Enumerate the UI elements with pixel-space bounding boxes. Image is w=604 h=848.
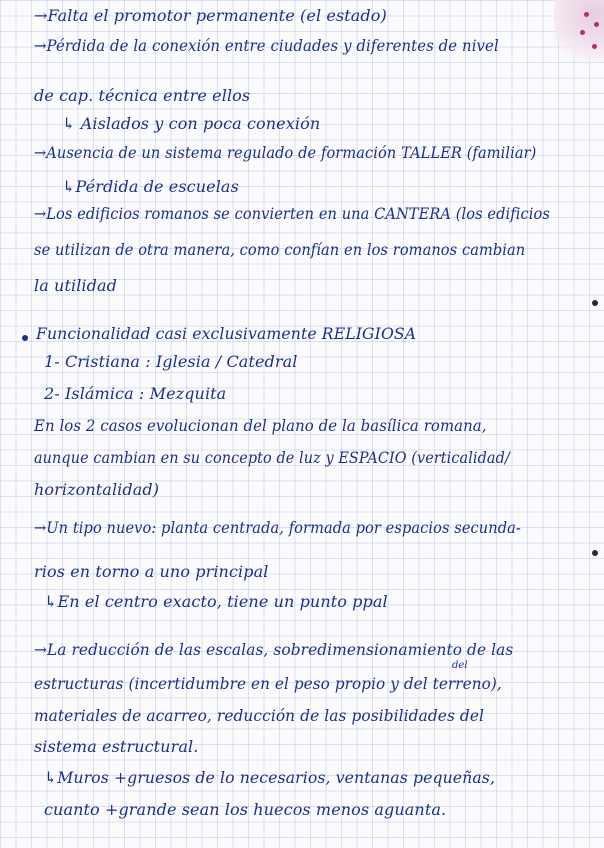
note-line: Funcionalidad casi exclusivamente RELIGIOSA: [36, 324, 417, 343]
note-line: →La reducción de las escalas, sobredimensionamiento de las: [34, 640, 514, 659]
note-line: de cap. técnica entre ellos: [34, 86, 251, 105]
note-line: ↳Pérdida de escuelas: [62, 177, 239, 196]
punch-hole: [592, 300, 598, 306]
note-line: la utilidad: [34, 276, 117, 295]
note-line: horizontalidad): [34, 480, 160, 499]
note-line: →Un tipo nuevo: planta centrada, formada por espacios secunda-: [34, 518, 521, 537]
corner-decoration: [554, 0, 604, 70]
note-line: ↳En el centro exacto, tiene un punto ppal: [44, 592, 388, 611]
note-line: En los 2 casos evolucionan del plano de la basílica romana,: [34, 416, 487, 435]
note-line: cuanto +grande sean los huecos menos aguanta.: [44, 800, 447, 819]
note-line: ↳ Aislados y con poca conexión: [62, 114, 321, 133]
bullet-point: [22, 335, 28, 341]
note-line: →Los edificios romanos se convierten en una CANTERA (los edificios: [34, 204, 550, 223]
note-line: estructuras (incertidumbre en el peso propio y del terreno),: [34, 674, 502, 693]
note-line: 1- Cristiana : Iglesia / Catedral: [44, 352, 298, 371]
note-line: se utilizan de otra manera, como confían en los romanos cambian: [34, 240, 526, 259]
note-line: sistema estructural.: [34, 737, 199, 756]
note-line: ↳Muros +gruesos de lo necesarios, ventanas pequeñas,: [44, 768, 496, 787]
note-line: →Falta el promotor permanente (el estado): [34, 6, 387, 25]
note-line: materiales de acarreo, reducción de las posibilidades del: [34, 706, 485, 725]
superscript-note: del: [452, 660, 468, 671]
note-line: 2- Islámica : Mezquita: [44, 384, 227, 403]
punch-hole: [592, 550, 598, 556]
note-line: rios en torno a uno principal: [34, 562, 269, 581]
note-line: →Ausencia de un sistema regulado de formación TALLER (familiar): [34, 143, 537, 162]
note-line: →Pérdida de la conexión entre ciudades y diferentes de nivel: [34, 36, 499, 55]
note-line: aunque cambian en su concepto de luz y ESPACIO (verticalidad/: [34, 448, 510, 467]
